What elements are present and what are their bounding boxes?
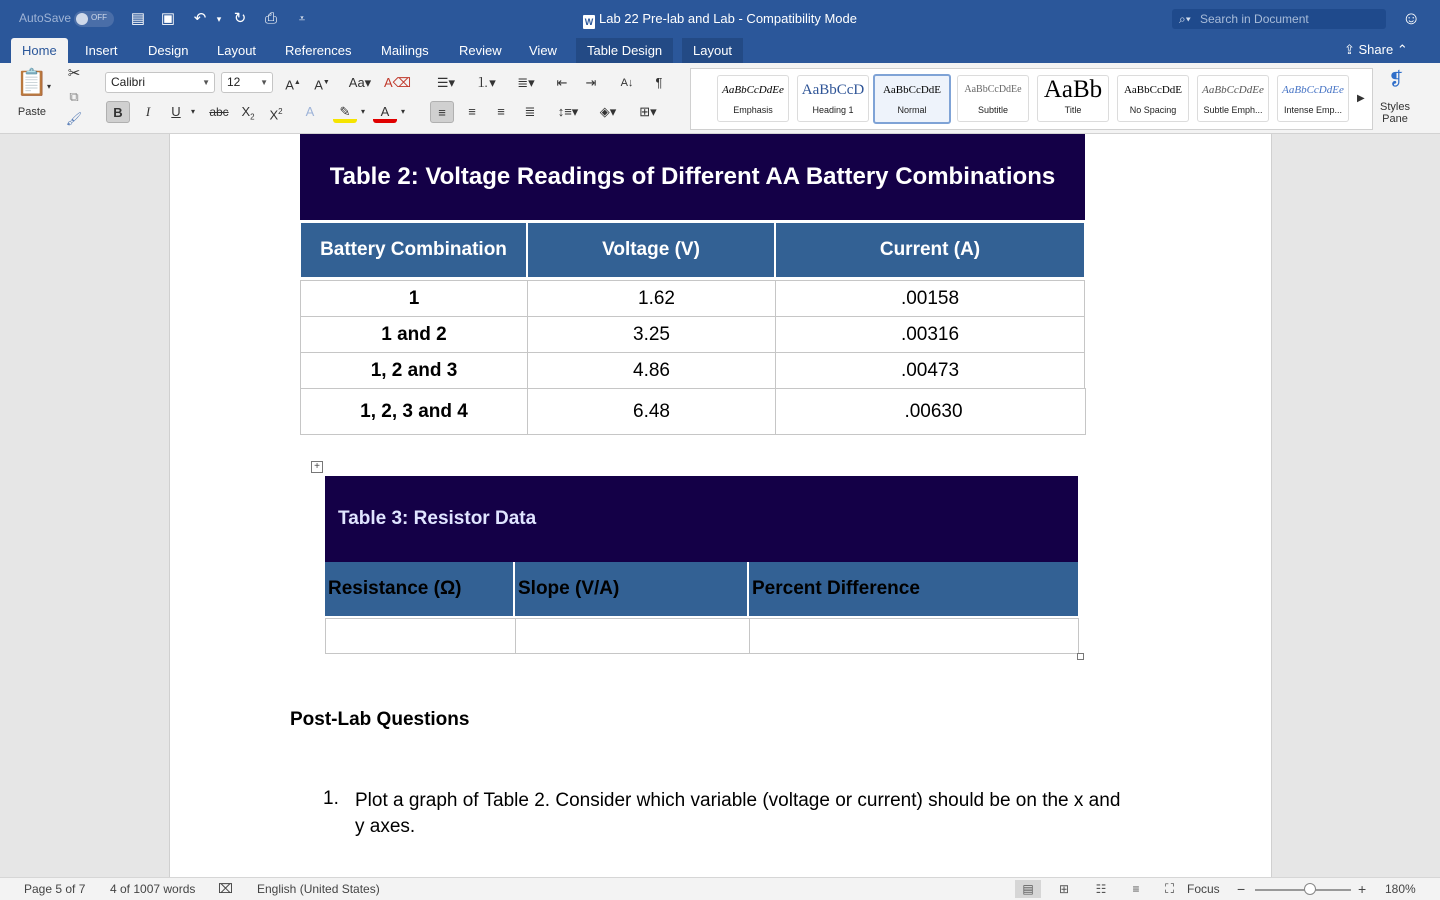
tab-design[interactable]: Design: [148, 43, 189, 58]
align-center-icon[interactable]: ≡: [468, 104, 476, 119]
search-input[interactable]: [1172, 9, 1386, 29]
focus-icon[interactable]: ⛶: [1165, 881, 1175, 896]
table2-cell[interactable]: 1, 2, 3 and 4: [300, 388, 528, 435]
collapse-ribbon-icon[interactable]: ⌃: [1393, 42, 1408, 57]
proofing-icon[interactable]: ⌧: [218, 881, 233, 896]
highlight-icon[interactable]: ✎: [333, 101, 357, 123]
autosave-state: OFF: [91, 13, 107, 22]
word-count[interactable]: 4 of 1007 words: [110, 882, 196, 896]
title-bar: [0, 0, 1440, 38]
zoom-level[interactable]: 180%: [1385, 882, 1416, 896]
style-sample: AaBbCcD: [801, 82, 865, 98]
table2-cell[interactable]: .00158: [775, 280, 1085, 317]
format-painter-icon[interactable]: 🖌: [65, 111, 83, 126]
style-name: Heading 1: [812, 105, 854, 115]
table3-title[interactable]: Table 3: Resistor Data: [325, 476, 1078, 562]
word-doc-icon: W: [584, 17, 594, 27]
save-icon[interactable]: ▣: [160, 10, 176, 27]
increase-indent-icon[interactable]: ⇥: [585, 75, 597, 90]
web-layout-view-icon[interactable]: ⊞: [1058, 882, 1070, 896]
autosave-toggle[interactable]: [74, 11, 114, 27]
chevron-down-icon: ▼: [202, 78, 210, 87]
show-formatting-marks-icon[interactable]: ¶: [655, 75, 663, 90]
table2-header-battery[interactable]: Battery Combination: [300, 222, 527, 278]
tab-review[interactable]: Review: [459, 43, 502, 58]
tab-mailings[interactable]: Mailings: [381, 43, 429, 58]
tab-insert[interactable]: Insert: [85, 43, 118, 58]
sort-icon[interactable]: A↓: [620, 77, 634, 89]
tab-view[interactable]: View: [529, 43, 557, 58]
chevron-down-icon: ▼: [260, 78, 268, 87]
change-case-icon[interactable]: Aa▾: [348, 75, 372, 90]
search-placeholder: Search in Document: [1200, 12, 1309, 26]
style-no-spacing[interactable]: [1117, 75, 1189, 122]
style-sample: AaBbCcDdE: [882, 84, 942, 96]
redo-icon[interactable]: ↻: [233, 10, 247, 27]
style-name: Intense Emp...: [1283, 105, 1343, 115]
multilevel-list-icon[interactable]: ≣▾: [517, 75, 535, 90]
tab-home[interactable]: Home: [11, 38, 68, 63]
document-page: [169, 134, 1272, 877]
share-icon: ⇪: [1344, 42, 1359, 57]
clear-formatting-icon[interactable]: A⌫: [384, 75, 412, 90]
italic-icon[interactable]: I: [145, 104, 151, 119]
align-left-icon[interactable]: ≡: [430, 101, 454, 123]
customize-toolbar-icon[interactable]: ⩡: [298, 13, 306, 25]
style-sample: AaBb: [1043, 76, 1103, 103]
undo-icon[interactable]: ↶: [193, 10, 207, 27]
table-move-handle-icon[interactable]: +: [311, 461, 323, 473]
cut-icon[interactable]: ✂: [67, 65, 81, 82]
style-sample: AaBbCcDdEe: [722, 84, 784, 96]
style-name: Subtle Emph...: [1203, 105, 1263, 115]
font-size-select[interactable]: [221, 72, 273, 93]
font-name-select[interactable]: [105, 72, 215, 93]
justify-icon[interactable]: ≣: [524, 104, 536, 119]
font-color-icon[interactable]: A: [373, 101, 397, 123]
superscript-icon[interactable]: $X^2$: [269, 107, 283, 123]
strikethrough-icon[interactable]: abc: [209, 105, 229, 119]
font-name-value: Calibri: [111, 75, 146, 89]
font-color-dropdown-icon[interactable]: ▾: [400, 107, 405, 116]
underline-dropdown-icon[interactable]: ▾: [190, 107, 195, 116]
copy-icon[interactable]: ⧉: [69, 89, 79, 104]
style-name: Normal: [897, 105, 927, 115]
post-lab-heading: Post-Lab Questions: [290, 709, 470, 730]
tab-table-layout[interactable]: Layout: [682, 38, 743, 63]
style-sample: AaBbCcDdEe: [1202, 84, 1264, 96]
subscript-icon[interactable]: $X_2$: [241, 104, 255, 122]
table2-cell[interactable]: 1: [300, 280, 528, 317]
tab-references[interactable]: References: [285, 43, 352, 58]
align-right-icon[interactable]: ≡: [497, 104, 505, 119]
style-emphasis[interactable]: [717, 75, 789, 122]
zoom-slider[interactable]: [1255, 889, 1351, 891]
table2-cell[interactable]: .00630: [775, 388, 1086, 435]
search-icon: ⌕▾: [1179, 12, 1191, 26]
document-title-text: Lab 22 Pre-lab and Lab - Compatibility Mode: [599, 11, 857, 26]
tab-table-design[interactable]: Table Design: [576, 38, 673, 63]
style-name: Subtitle: [977, 105, 1009, 115]
line-spacing-icon[interactable]: ↕≡▾: [557, 104, 579, 119]
style-title[interactable]: [1037, 75, 1109, 122]
draft-view-icon[interactable]: ≡: [1132, 882, 1140, 896]
table2-cell[interactable]: 4.86: [527, 352, 776, 389]
zoom-out-button[interactable]: −: [1237, 881, 1246, 897]
styles-pane-icon[interactable]: ❡: [1388, 69, 1404, 89]
paste-label[interactable]: Paste: [17, 106, 47, 118]
style-subtitle[interactable]: [957, 75, 1029, 122]
table2-title[interactable]: Table 2: Voltage Readings of Different AA Battery Combinations: [300, 134, 1085, 220]
shrink-font-icon[interactable]: A▼: [314, 77, 330, 93]
text-effects-icon[interactable]: A: [305, 104, 315, 119]
paste-dropdown-icon[interactable]: ▾: [47, 82, 52, 91]
question-text: Plot a graph of Table 2. Consider which variable (voltage or current) should be on the x and y axes.: [355, 790, 1121, 837]
style-sample: AaBbCcDdEe: [964, 84, 1022, 95]
table2-cell[interactable]: .00473: [775, 352, 1085, 389]
table2-cell[interactable]: .00316: [775, 316, 1085, 353]
style-heading-1[interactable]: [797, 75, 869, 122]
paste-icon[interactable]: 📋: [15, 67, 49, 97]
print-icon[interactable]: ⎙: [264, 10, 277, 27]
style-sample: AaBbCcDdE: [1123, 84, 1183, 96]
style-name: Emphasis: [733, 105, 773, 115]
ribbon-home: [0, 63, 1440, 134]
tab-layout[interactable]: Layout: [217, 43, 257, 58]
decrease-indent-icon[interactable]: ⇤: [556, 75, 568, 90]
table2-cell[interactable]: 6.48: [527, 388, 776, 435]
ribbon-tabs: [0, 38, 1440, 63]
bold-icon[interactable]: B: [106, 101, 130, 123]
table2-header-current[interactable]: Current (A): [775, 222, 1085, 278]
question-number: 1.: [323, 788, 339, 809]
status-bar: [0, 877, 1440, 900]
table3-cell[interactable]: [749, 618, 1079, 654]
style-intense-emphasis[interactable]: [1277, 75, 1349, 122]
bullets-icon[interactable]: ☰▾: [436, 75, 456, 90]
zoom-slider-thumb[interactable]: [1304, 883, 1316, 895]
styles-gallery: [690, 68, 1373, 130]
zoom-in-button[interactable]: +: [1358, 881, 1367, 897]
style-subtle-emphasis[interactable]: [1197, 75, 1269, 122]
highlight-dropdown-icon[interactable]: ▾: [360, 107, 365, 116]
underline-icon[interactable]: U: [171, 104, 181, 119]
table3-header-slope[interactable]: Slope (V/A): [515, 562, 749, 616]
style-sample: AaBbCcDdEe: [1282, 84, 1344, 96]
styles-pane-label[interactable]: Styles Pane: [1380, 101, 1410, 125]
table2-cell[interactable]: 1, 2 and 3: [300, 352, 528, 389]
feedback-smiley-icon[interactable]: ☺: [1402, 8, 1421, 28]
share-button[interactable]: [1344, 42, 1408, 58]
page-count[interactable]: Page 5 of 7: [24, 882, 86, 896]
print-layout-view-icon[interactable]: ▤: [1015, 880, 1041, 898]
style-normal[interactable]: [873, 74, 951, 124]
table2-header-voltage[interactable]: Voltage (V): [527, 222, 775, 278]
sidebar-toggle-icon[interactable]: ▤: [130, 10, 146, 27]
focus-button[interactable]: Focus: [1187, 882, 1220, 896]
table3-header-percent-difference[interactable]: Percent Difference: [749, 562, 1078, 616]
outline-view-icon[interactable]: ☷: [1095, 882, 1107, 896]
table2-cell[interactable]: 1.62: [527, 280, 776, 317]
gallery-more-icon[interactable]: ▶: [1357, 93, 1365, 104]
style-name: No Spacing: [1129, 105, 1177, 115]
table3-cell[interactable]: [325, 618, 516, 654]
borders-icon[interactable]: ⊞▾: [639, 104, 657, 119]
grow-font-icon[interactable]: A▲: [285, 77, 301, 93]
table-resize-handle[interactable]: [1077, 653, 1084, 660]
numbering-icon[interactable]: ⒈▾: [476, 75, 496, 90]
undo-dropdown-icon[interactable]: ▾: [216, 14, 222, 24]
share-label: Share: [1358, 42, 1394, 57]
table3-header-resistance[interactable]: Resistance (Ω): [325, 562, 515, 616]
toggle-knob: [76, 13, 88, 25]
style-name: Title: [1064, 105, 1082, 115]
autosave-label: AutoSave: [19, 11, 72, 25]
shading-icon[interactable]: ◈▾: [599, 104, 617, 119]
font-size-value: 12: [227, 75, 241, 89]
table2-cell[interactable]: 1 and 2: [300, 316, 528, 353]
table2-cell[interactable]: 3.25: [527, 316, 776, 353]
table3-cell[interactable]: [515, 618, 750, 654]
language[interactable]: English (United States): [257, 882, 380, 896]
